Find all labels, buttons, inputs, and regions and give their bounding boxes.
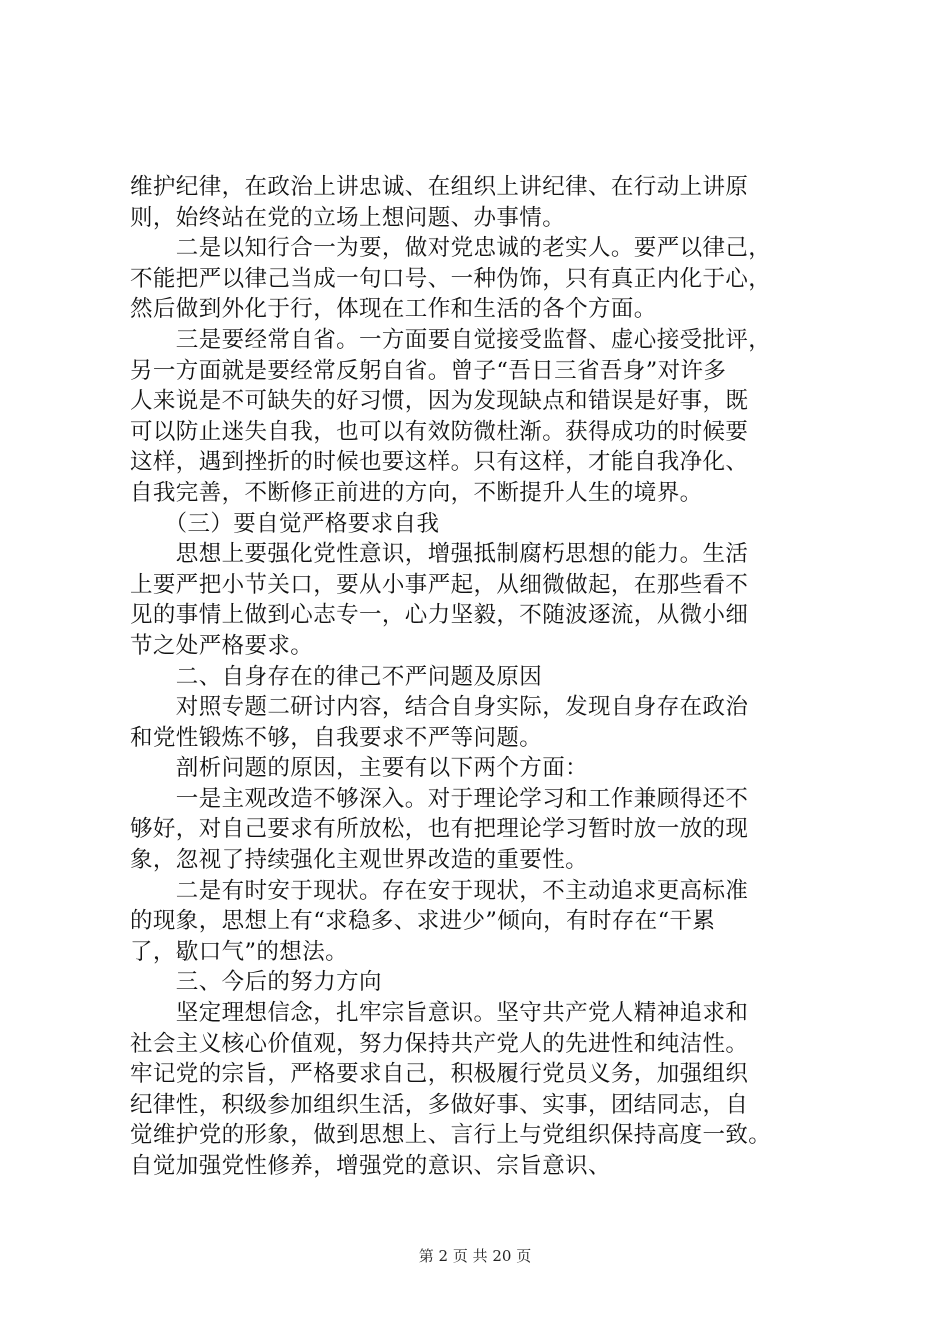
text-line: （三）要自觉严格要求自我 [130, 510, 440, 537]
text-line: 人来说是不可缺失的好习惯，因为发现缺点和错误是好事，既 [130, 388, 749, 415]
text-line: 纪律性，积级参加组织生活，多做好事、实事，团结同志，自 [130, 1091, 749, 1118]
text-line: 二是有时安于现状。存在安于现状，不主动追求更高标准 [130, 877, 749, 904]
text-line: 够好，对自己要求有所放松，也有把理论学习暂时放一放的现 [130, 816, 749, 843]
text-line: 这样，遇到挫折的时候也要这样。只有这样，才能自我净化、 [130, 449, 749, 476]
text-line: 社会主义核心价值观，努力保持共产党人的先进性和纯洁性。 [130, 1030, 749, 1057]
text-line: 不能把严以律己当成一句口号、一种伪饰，只有真正内化于心， [130, 265, 772, 292]
text-line: 象，忽视了持续强化主观世界改造的重要性。 [130, 847, 589, 874]
text-line: 自我完善，不断修正前进的方向，不断提升人生的境界。 [130, 479, 703, 506]
page-footer: 第 2 页 共 20 页 [418, 1247, 532, 1265]
text-line: 坚定理想信念，扎牢宗旨意识。坚守共产党人精神追求和 [130, 1000, 749, 1027]
text-line: 剖析问题的原因，主要有以下两个方面： [130, 755, 589, 782]
text-line: 三、今后的努力方向 [130, 969, 382, 996]
text-line: 三是要经常自省。一方面要自觉接受监督、虚心接受批评， [130, 326, 772, 353]
text-line: 维护纪律，在政治上讲忠诚、在组织上讲纪律、在行动上讲原 [130, 174, 749, 200]
text-line: 牢记党的宗旨，严格要求自己，积极履行党员义务，加强组织 [130, 1061, 749, 1088]
text-line: 节之处严格要求。 [130, 632, 314, 659]
text-line: 二是以知行合一为要，做对党忠诚的老实人。要严以律己， [130, 235, 772, 262]
text-line: 了，歇口气”的想法。 [130, 938, 349, 965]
text-line: 和党性锻炼不够，自我要求不严等问题。 [130, 724, 543, 751]
text-line: 二、自身存在的律己不严问题及原因 [130, 663, 543, 690]
text-line: 对照专题二研讨内容，结合自身实际，发现自身存在政治 [130, 694, 749, 721]
text-line: 的现象，思想上有“求稳多、求进少”倾向，有时存在“干累 [130, 908, 716, 935]
text-line: 则，始终站在党的立场上想问题、办事情。 [130, 204, 566, 231]
text-line: 觉维护党的形象，做到思想上、言行上与党组织保持高度一致。 [130, 1122, 772, 1149]
body-text [130, 172, 830, 1182]
text-line: 思想上要强化党性意识，增强抵制腐朽思想的能力。生活 [130, 541, 749, 568]
text-line: 另一方面就是要经常反躬自省。曾子“吾日三省吾身”对许多 [130, 357, 727, 384]
text-line: 然后做到外化于行，体现在工作和生活的各个方面。 [130, 296, 657, 323]
text-line: 可以防止迷失自我，也可以有效防微杜渐。获得成功的时候要 [130, 418, 749, 445]
text-line: 自觉加强党性修养，增强党的意识、宗旨意识、 [130, 1153, 611, 1179]
text-line: 见的事情上做到心志专一，心力坚毅，不随波逐流，从微小细 [130, 602, 749, 629]
text-line: 一是主观改造不够深入。对于理论学习和工作兼顾得还不 [130, 785, 749, 812]
text-line: 上要严把小节关口，要从小事严起，从细微做起，在那些看不 [130, 571, 749, 598]
